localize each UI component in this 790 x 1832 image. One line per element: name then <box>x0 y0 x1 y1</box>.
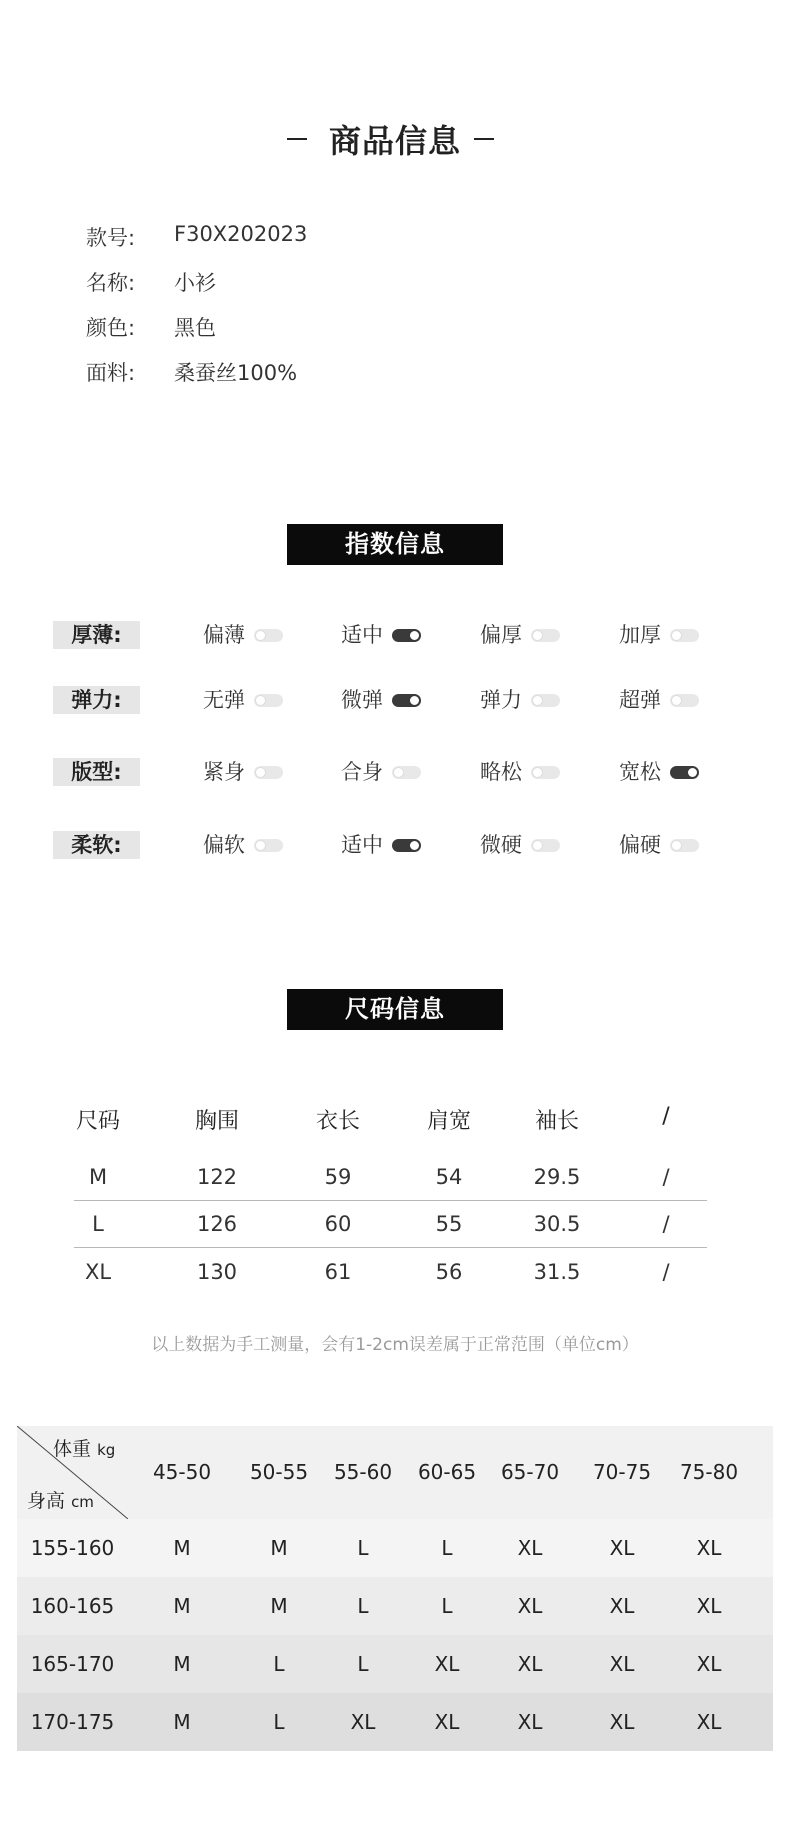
size-table-header: 肩宽 <box>426 1109 471 1134</box>
size-table-header: 衣长 <box>315 1109 360 1134</box>
table-corner-cell <box>17 1426 128 1519</box>
toggle-off-indicator <box>392 766 421 779</box>
recommended-size-cell: L <box>441 1594 453 1618</box>
corner-height-label <box>27 1486 94 1513</box>
toggle-off-indicator <box>670 629 699 642</box>
toggle-off-indicator <box>531 839 560 852</box>
product-info-value: F30X202023 <box>174 222 308 246</box>
index-option-label: 偏厚 <box>480 623 522 647</box>
weight-height-size-table <box>17 1426 773 1751</box>
size-table-cell: 29.5 <box>533 1165 581 1189</box>
recommended-size-cell: M <box>173 1652 191 1676</box>
index-option-label: 宽松 <box>619 760 661 784</box>
recommended-size-cell: XL <box>517 1710 543 1734</box>
recommended-size-cell: XL <box>696 1652 722 1676</box>
height-row <box>17 1577 773 1635</box>
index-row-label: 柔软: <box>53 831 140 859</box>
toggle-on-indicator <box>392 694 421 707</box>
index-row-label: 厚薄: <box>53 621 140 649</box>
recommended-size-cell: XL <box>517 1594 543 1618</box>
toggle-on-indicator <box>392 839 421 852</box>
toggle-off-indicator <box>254 629 283 642</box>
measurement-note: 以上数据为手工测量，会有1-2cm误差属于正常范围（单位cm） <box>151 1335 639 1355</box>
size-table-cell: XL <box>84 1260 112 1284</box>
size-table-cell: 130 <box>196 1260 238 1284</box>
recommended-size-cell: XL <box>696 1594 722 1618</box>
recommended-size-cell: L <box>357 1652 369 1676</box>
size-table-header: 胸围 <box>194 1109 239 1134</box>
size-table-header: / <box>662 1104 670 1129</box>
size-table-cell: 56 <box>435 1260 463 1284</box>
recommended-size-cell: XL <box>350 1710 376 1734</box>
toggle-off-indicator <box>531 694 560 707</box>
toggle-on-indicator <box>670 766 699 779</box>
size-table-cell: 54 <box>435 1165 463 1189</box>
index-option-label: 紧身 <box>203 760 245 784</box>
weight-range-header: 55-60 <box>333 1460 393 1484</box>
product-info-key: 款号: <box>86 226 136 250</box>
index-option-label: 合身 <box>341 760 383 784</box>
recommended-size-cell: L <box>441 1536 453 1560</box>
product-info-value: 桑蚕丝100% <box>174 361 298 385</box>
index-row-label: 版型: <box>53 758 140 786</box>
size-info-title: 尺码信息 <box>287 989 503 1030</box>
recommended-size-cell: XL <box>517 1536 543 1560</box>
recommended-size-cell: L <box>273 1710 285 1734</box>
product-info-key: 名称: <box>86 271 136 295</box>
recommended-size-cell: XL <box>609 1536 635 1560</box>
index-option-label: 偏薄 <box>203 623 245 647</box>
index-option-label: 无弹 <box>203 688 245 712</box>
recommended-size-cell: M <box>270 1536 288 1560</box>
toggle-off-indicator <box>670 839 699 852</box>
size-table-header: 尺码 <box>75 1109 120 1134</box>
corner-weight-label <box>53 1434 115 1461</box>
recommended-size-cell: XL <box>434 1710 460 1734</box>
height-row <box>17 1635 773 1693</box>
height-range-label: 170-175 <box>30 1710 115 1734</box>
recommended-size-cell: L <box>357 1594 369 1618</box>
recommended-size-cell: L <box>357 1536 369 1560</box>
height-row <box>17 1693 773 1751</box>
toggle-off-indicator <box>254 766 283 779</box>
toggle-off-indicator <box>254 694 283 707</box>
product-info-value: 黑色 <box>174 316 216 340</box>
toggle-off-indicator <box>670 694 699 707</box>
recommended-size-cell: XL <box>609 1710 635 1734</box>
size-table-cell: 55 <box>435 1212 463 1236</box>
size-table-cell: 126 <box>196 1212 238 1236</box>
product-info-title: 商品信息 <box>328 122 461 160</box>
recommended-size-cell: M <box>173 1594 191 1618</box>
recommended-size-cell: XL <box>696 1710 722 1734</box>
corner-weight-text: 体重 <box>53 1438 92 1460</box>
size-table-cell: 61 <box>324 1260 352 1284</box>
corner-weight-unit: kg <box>97 1441 116 1459</box>
height-range-label: 165-170 <box>30 1652 115 1676</box>
weight-range-header: 65-70 <box>500 1460 560 1484</box>
title-dash-right <box>474 138 494 140</box>
size-table-cell: / <box>662 1260 670 1284</box>
product-info-value: 小衫 <box>174 271 216 295</box>
weight-range-header: 60-65 <box>417 1460 477 1484</box>
index-option-label: 偏软 <box>203 833 245 857</box>
recommended-size-cell: XL <box>696 1536 722 1560</box>
index-option-label: 弹力 <box>480 688 522 712</box>
size-table-divider <box>74 1200 707 1201</box>
index-info-title: 指数信息 <box>287 524 503 565</box>
recommended-size-cell: XL <box>517 1652 543 1676</box>
size-table-cell: / <box>662 1212 670 1236</box>
index-option-label: 超弹 <box>619 688 661 712</box>
weight-range-header: 45-50 <box>152 1460 212 1484</box>
toggle-off-indicator <box>531 629 560 642</box>
height-row <box>17 1519 773 1577</box>
weight-range-header: 70-75 <box>592 1460 652 1484</box>
size-table-cell: 30.5 <box>533 1212 581 1236</box>
toggle-off-indicator <box>254 839 283 852</box>
corner-height-text: 身高 <box>27 1490 66 1512</box>
index-option-label: 微弹 <box>341 688 383 712</box>
size-table-cell: M <box>88 1165 108 1189</box>
size-table-cell: / <box>662 1165 670 1189</box>
index-option-label: 偏硬 <box>619 833 661 857</box>
size-table-cell: 60 <box>324 1212 352 1236</box>
size-table-cell: 122 <box>196 1165 238 1189</box>
toggle-on-indicator <box>392 629 421 642</box>
weight-range-header: 75-80 <box>679 1460 739 1484</box>
product-info-key: 面料: <box>86 361 136 385</box>
height-range-label: 155-160 <box>30 1536 115 1560</box>
index-option-label: 适中 <box>341 623 383 647</box>
recommended-size-cell: XL <box>609 1652 635 1676</box>
recommended-size-cell: XL <box>609 1594 635 1618</box>
recommended-size-cell: XL <box>434 1652 460 1676</box>
size-table-cell: L <box>92 1212 104 1236</box>
corner-height-unit: cm <box>71 1493 94 1511</box>
index-row-label: 弹力: <box>53 686 140 714</box>
index-option-label: 加厚 <box>619 623 661 647</box>
recommended-size-cell: L <box>273 1652 285 1676</box>
size-table-header: 袖长 <box>534 1109 579 1134</box>
recommended-size-cell: M <box>270 1594 288 1618</box>
height-range-label: 160-165 <box>30 1594 115 1618</box>
index-option-label: 微硬 <box>480 833 522 857</box>
size-table-cell: 59 <box>324 1165 352 1189</box>
recommended-size-cell: M <box>173 1710 191 1734</box>
size-table-divider <box>74 1247 707 1248</box>
size-table-cell: 31.5 <box>533 1260 581 1284</box>
toggle-off-indicator <box>531 766 560 779</box>
index-option-label: 略松 <box>480 760 522 784</box>
product-info-key: 颜色: <box>86 316 136 340</box>
index-option-label: 适中 <box>341 833 383 857</box>
recommended-size-cell: M <box>173 1536 191 1560</box>
weight-range-header: 50-55 <box>249 1460 309 1484</box>
